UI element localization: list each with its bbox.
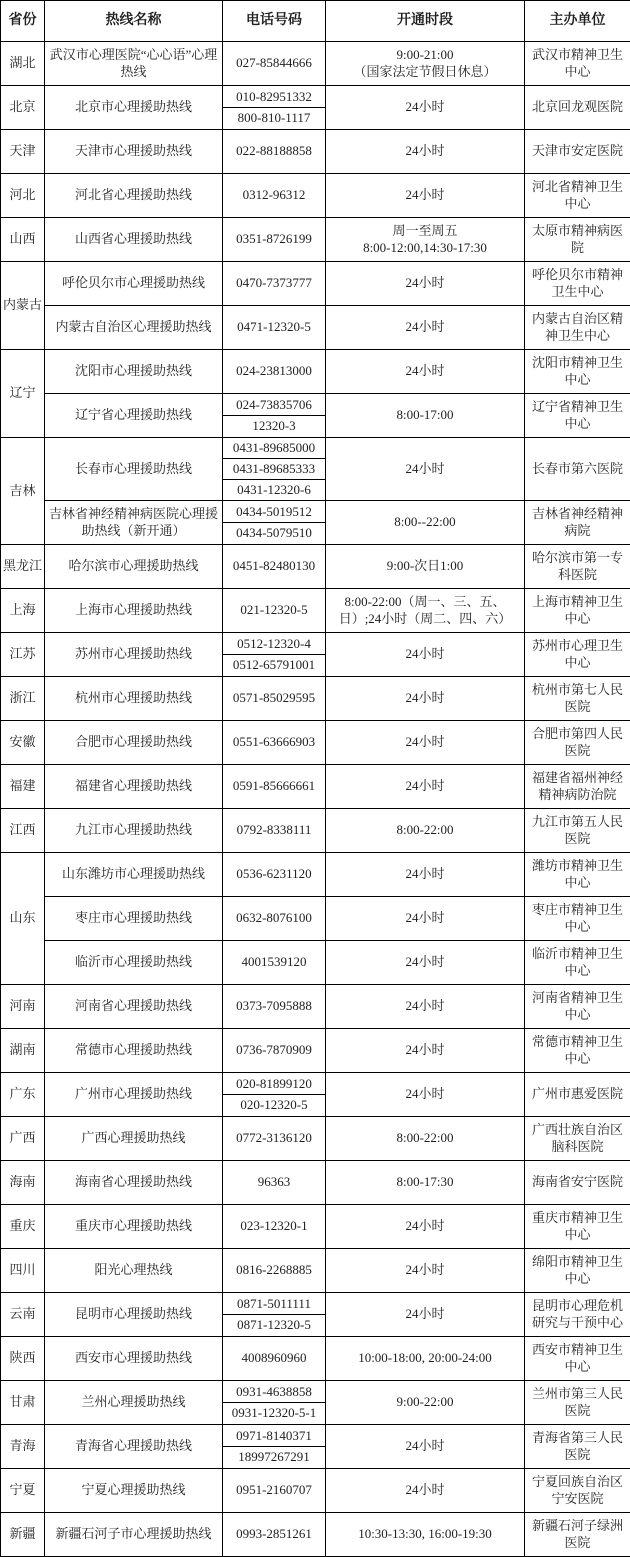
phone-stack <box>223 438 325 500</box>
phone-cell <box>223 1293 326 1337</box>
table-row <box>1 897 630 941</box>
header-cell: 主办单位 <box>525 1 630 42</box>
organizer-cell: 河北省精神卫生中心 <box>525 174 630 218</box>
province-cell: 河南 <box>1 985 45 1029</box>
province-cell: 福建 <box>1 765 45 809</box>
province-cell: 云南 <box>1 1293 45 1337</box>
phone-number: 0431-89685333 <box>223 458 325 479</box>
province-cell: 青海 <box>1 1425 45 1469</box>
organizer-cell: 太原市精神病医院 <box>525 218 630 262</box>
phone-cell: 0736-7870909 <box>223 1029 326 1073</box>
table-row <box>1 350 630 394</box>
organizer-cell: 广西壮族自治区脑科医院 <box>525 1117 630 1161</box>
table-row <box>1 633 630 677</box>
hotline-name-cell: 吉林省神经精神病医院心理援助热线（新开通） <box>45 501 223 545</box>
open-time-cell: 10:30-13:30, 16:00-19:30 <box>326 1513 525 1557</box>
organizer-cell: 青海省第三人民医院 <box>525 1425 630 1469</box>
table-row <box>1 721 630 765</box>
phone-stack <box>223 502 325 543</box>
phone-cell: 0536-6231120 <box>223 853 326 897</box>
phone-cell: 0471-12320-5 <box>223 306 326 350</box>
organizer-cell: 呼伦贝尔市精神卫生中心 <box>525 262 630 306</box>
province-cell: 河北 <box>1 174 45 218</box>
table-row <box>1 765 630 809</box>
province-cell: 湖南 <box>1 1029 45 1073</box>
organizer-cell: 天津市安定医院 <box>525 130 630 174</box>
table-row <box>1 853 630 897</box>
open-time-cell: 24小时 <box>326 985 525 1029</box>
table-row <box>1 1469 630 1513</box>
open-time-cell: 24小时 <box>326 438 525 501</box>
hotline-name-cell: 河北省心理援助热线 <box>45 174 223 218</box>
hotline-name-cell: 苏州市心理援助热线 <box>45 633 223 677</box>
table-row <box>1 42 630 86</box>
province-cell: 山西 <box>1 218 45 262</box>
province-cell: 广东 <box>1 1073 45 1117</box>
phone-cell: 027-85844666 <box>223 42 326 86</box>
phone-number: 0434-5079510 <box>223 522 325 543</box>
open-time-cell: 24小时 <box>326 897 525 941</box>
province-cell: 四川 <box>1 1249 45 1293</box>
open-time-cell: 24小时 <box>326 130 525 174</box>
table-row <box>1 1513 630 1557</box>
organizer-cell: 海南省安宁医院 <box>525 1161 630 1205</box>
hotline-name-cell: 内蒙古自治区心理援助热线 <box>45 306 223 350</box>
hotline-name-cell: 山东潍坊市心理援助热线 <box>45 853 223 897</box>
phone-stack <box>223 87 325 128</box>
hotline-name-cell: 常德市心理援助热线 <box>45 1029 223 1073</box>
phone-cell: 96363 <box>223 1161 326 1205</box>
open-time-cell: 24小时 <box>326 633 525 677</box>
phone-number: 024-73835706 <box>223 395 325 415</box>
hotline-name-cell: 枣庄市心理援助热线 <box>45 897 223 941</box>
hotline-name-cell: 北京市心理援助热线 <box>45 86 223 130</box>
organizer-cell: 宁夏回族自治区宁安医院 <box>525 1469 630 1513</box>
phone-stack <box>223 1294 325 1335</box>
table-row <box>1 1337 630 1381</box>
table-row <box>1 438 630 501</box>
hotline-name-cell: 哈尔滨市心理援助热线 <box>45 545 223 589</box>
organizer-cell: 长春市第六医院 <box>525 438 630 501</box>
table-row <box>1 1161 630 1205</box>
table-row <box>1 501 630 545</box>
hotline-name-cell: 长春市心理援助热线 <box>45 438 223 501</box>
organizer-cell: 绵阳市精神卫生中心 <box>525 1249 630 1293</box>
province-cell: 海南 <box>1 1161 45 1205</box>
province-cell: 江西 <box>1 809 45 853</box>
hotline-name-cell: 九江市心理援助热线 <box>45 809 223 853</box>
open-time-cell: 24小时 <box>326 350 525 394</box>
phone-stack <box>223 1074 325 1115</box>
hotline-name-cell: 辽宁省心理援助热线 <box>45 394 223 438</box>
open-time-cell: 10:00-18:00, 20:00-24:00 <box>326 1337 525 1381</box>
organizer-cell: 杭州市第七人民医院 <box>525 677 630 721</box>
open-time-cell: 24小时 <box>326 306 525 350</box>
province-cell: 广西 <box>1 1117 45 1161</box>
table-row <box>1 1205 630 1249</box>
organizer-cell: 上海市精神卫生中心 <box>525 589 630 633</box>
table-row <box>1 1029 630 1073</box>
province-cell: 天津 <box>1 130 45 174</box>
phone-cell: 0792-8338111 <box>223 809 326 853</box>
province-cell: 上海 <box>1 589 45 633</box>
open-time-cell: 8:00-22:00 <box>326 1117 525 1161</box>
phone-cell: 022-88188858 <box>223 130 326 174</box>
open-time-cell: 24小时 <box>326 1249 525 1293</box>
hotline-name-cell: 山西省心理援助热线 <box>45 218 223 262</box>
organizer-cell: 重庆市精神卫生中心 <box>525 1205 630 1249</box>
phone-stack <box>223 634 325 675</box>
table-row <box>1 1381 630 1425</box>
province-cell: 辽宁 <box>1 350 45 438</box>
header-cell: 电话号码 <box>223 1 326 42</box>
open-time-cell: 8:00-17:00 <box>326 394 525 438</box>
phone-stack <box>223 1426 325 1467</box>
phone-cell: 0373-7095888 <box>223 985 326 1029</box>
table-row <box>1 1117 630 1161</box>
hotline-name-cell: 阳光心理热线 <box>45 1249 223 1293</box>
organizer-cell: 合肥市第四人民医院 <box>525 721 630 765</box>
phone-cell: 0571-85029595 <box>223 677 326 721</box>
table-row <box>1 1249 630 1293</box>
open-time-cell: 24小时 <box>326 1293 525 1337</box>
table-row <box>1 677 630 721</box>
phone-number: 0931-4638858 <box>223 1382 325 1402</box>
open-time-cell: 9:00-22:00 <box>326 1381 525 1425</box>
table-row <box>1 86 630 130</box>
open-time-cell: 24小时 <box>326 677 525 721</box>
open-time-cell: 24小时 <box>326 1469 525 1513</box>
open-time-cell: 24小时 <box>326 1029 525 1073</box>
table-row <box>1 1425 630 1469</box>
table-row <box>1 941 630 985</box>
province-cell: 新疆 <box>1 1513 45 1557</box>
phone-cell: 4001539120 <box>223 941 326 985</box>
organizer-cell: 临沂市精神卫生中心 <box>525 941 630 985</box>
table-body <box>1 42 630 1557</box>
phone-cell: 023-12320-1 <box>223 1205 326 1249</box>
organizer-cell: 常德市精神卫生中心 <box>525 1029 630 1073</box>
open-time-cell: 8:00-17:30 <box>326 1161 525 1205</box>
hotline-name-cell: 新疆石河子市心理援助热线 <box>45 1513 223 1557</box>
province-cell: 湖北 <box>1 42 45 86</box>
phone-number: 0431-12320-6 <box>223 479 325 500</box>
organizer-cell: 枣庄市精神卫生中心 <box>525 897 630 941</box>
hotline-name-cell: 呼伦贝尔市心理援助热线 <box>45 262 223 306</box>
organizer-cell: 苏州市心理卫生中心 <box>525 633 630 677</box>
hotline-name-cell: 重庆市心理援助热线 <box>45 1205 223 1249</box>
table-row <box>1 545 630 589</box>
organizer-cell: 辽宁省精神卫生中心 <box>525 394 630 438</box>
phone-cell <box>223 86 326 130</box>
province-cell: 内蒙古 <box>1 262 45 350</box>
phone-cell <box>223 501 326 545</box>
phone-cell: 0591-85666661 <box>223 765 326 809</box>
phone-number: 020-81899120 <box>223 1074 325 1094</box>
province-cell: 吉林 <box>1 438 45 545</box>
table-row <box>1 306 630 350</box>
phone-number: 0931-12320-5-1 <box>223 1402 325 1423</box>
table-row <box>1 130 630 174</box>
table-row <box>1 985 630 1029</box>
table-row <box>1 262 630 306</box>
open-time-cell: 24小时 <box>326 1205 525 1249</box>
organizer-cell: 吉林省神经精神病院 <box>525 501 630 545</box>
hotline-name-cell: 广西心理援助热线 <box>45 1117 223 1161</box>
table-row <box>1 1073 630 1117</box>
phone-cell <box>223 1381 326 1425</box>
phone-cell: 0993-2851261 <box>223 1513 326 1557</box>
open-time-cell: 24小时 <box>326 853 525 897</box>
organizer-cell: 西安市精神卫生中心 <box>525 1337 630 1381</box>
hotline-name-cell: 兰州心理援助热线 <box>45 1381 223 1425</box>
phone-cell: 024-23813000 <box>223 350 326 394</box>
organizer-cell: 潍坊市精神卫生中心 <box>525 853 630 897</box>
phone-cell: 0312-96312 <box>223 174 326 218</box>
table-row <box>1 809 630 853</box>
header-cell: 省份 <box>1 1 45 42</box>
header-cell: 开通时段 <box>326 1 525 42</box>
province-cell: 甘肃 <box>1 1381 45 1425</box>
header-row <box>1 1 630 42</box>
phone-stack <box>223 395 325 436</box>
phone-stack <box>223 1382 325 1423</box>
organizer-cell: 河南省精神卫生中心 <box>525 985 630 1029</box>
phone-cell <box>223 1073 326 1117</box>
province-cell: 宁夏 <box>1 1469 45 1513</box>
hotline-name-cell: 西安市心理援助热线 <box>45 1337 223 1381</box>
table-row <box>1 1293 630 1337</box>
province-cell: 陕西 <box>1 1337 45 1381</box>
province-cell: 山东 <box>1 853 45 985</box>
hotline-name-cell: 福建省心理援助热线 <box>45 765 223 809</box>
phone-number: 0512-12320-4 <box>223 634 325 654</box>
hotline-name-cell: 合肥市心理援助热线 <box>45 721 223 765</box>
open-time-cell: 24小时 <box>326 86 525 130</box>
hotline-name-cell: 青海省心理援助热线 <box>45 1425 223 1469</box>
organizer-cell: 九江市第五人民医院 <box>525 809 630 853</box>
phone-cell <box>223 1425 326 1469</box>
open-time-cell: 24小时 <box>326 1425 525 1469</box>
hotline-name-cell: 上海市心理援助热线 <box>45 589 223 633</box>
open-time-cell: 8:00--22:00 <box>326 501 525 545</box>
organizer-cell: 内蒙古自治区精神卫生中心 <box>525 306 630 350</box>
phone-number: 18997267291 <box>223 1446 325 1467</box>
phone-number: 0871-5011111 <box>223 1294 325 1314</box>
open-time-cell: 9:00-次日1:00 <box>326 545 525 589</box>
phone-number: 0871-12320-5 <box>223 1314 325 1335</box>
organizer-cell: 昆明市心理危机研究与干预中心 <box>525 1293 630 1337</box>
province-cell: 江苏 <box>1 633 45 677</box>
open-time-cell: 9:00-21:00 （国家法定节假日休息） <box>326 42 525 86</box>
phone-number: 020-12320-5 <box>223 1094 325 1115</box>
phone-cell: 0351-8726199 <box>223 218 326 262</box>
organizer-cell: 武汉市精神卫生中心 <box>525 42 630 86</box>
phone-cell <box>223 633 326 677</box>
organizer-cell: 北京回龙观医院 <box>525 86 630 130</box>
phone-cell <box>223 394 326 438</box>
hotline-name-cell: 河南省心理援助热线 <box>45 985 223 1029</box>
table-row <box>1 174 630 218</box>
phone-cell: 4008960960 <box>223 1337 326 1381</box>
phone-cell: 0470-7373777 <box>223 262 326 306</box>
open-time-cell: 24小时 <box>326 765 525 809</box>
open-time-cell: 24小时 <box>326 262 525 306</box>
hotline-name-cell: 宁夏心理援助热线 <box>45 1469 223 1513</box>
phone-number: 0431-89685000 <box>223 438 325 458</box>
phone-cell: 0951-2160707 <box>223 1469 326 1513</box>
open-time-cell: 24小时 <box>326 941 525 985</box>
province-cell: 浙江 <box>1 677 45 721</box>
phone-number: 0971-8140371 <box>223 1426 325 1446</box>
phone-number: 010-82951332 <box>223 87 325 107</box>
province-cell: 北京 <box>1 86 45 130</box>
organizer-cell: 哈尔滨市第一专科医院 <box>525 545 630 589</box>
province-cell: 安徽 <box>1 721 45 765</box>
phone-number: 800-810-1117 <box>223 107 325 128</box>
header-cell: 热线名称 <box>45 1 223 42</box>
open-time-cell: 24小时 <box>326 721 525 765</box>
open-time-cell: 8:00-22:00（周一、三、五、日）;24小时（周二、四、六） <box>326 589 525 633</box>
phone-cell <box>223 438 326 501</box>
phone-cell: 021-12320-5 <box>223 589 326 633</box>
organizer-cell: 新疆石河子绿洲医院 <box>525 1513 630 1557</box>
hotline-name-cell: 广州市心理援助热线 <box>45 1073 223 1117</box>
open-time-cell: 24小时 <box>326 174 525 218</box>
open-time-cell: 8:00-22:00 <box>326 809 525 853</box>
table-row <box>1 589 630 633</box>
hotline-name-cell: 天津市心理援助热线 <box>45 130 223 174</box>
province-cell: 黑龙江 <box>1 545 45 589</box>
organizer-cell: 福建省福州神经精神病防治院 <box>525 765 630 809</box>
phone-cell: 0816-2268885 <box>223 1249 326 1293</box>
organizer-cell: 兰州市第三人民医院 <box>525 1381 630 1425</box>
open-time-cell: 24小时 <box>326 1073 525 1117</box>
phone-cell: 0772-3136120 <box>223 1117 326 1161</box>
open-time-cell: 周一至周五 8:00-12:00,14:30-17:30 <box>326 218 525 262</box>
phone-number: 0434-5019512 <box>223 502 325 522</box>
organizer-cell: 广州市惠爱医院 <box>525 1073 630 1117</box>
hotline-name-cell: 杭州市心理援助热线 <box>45 677 223 721</box>
hotline-name-cell: 昆明市心理援助热线 <box>45 1293 223 1337</box>
table-row <box>1 394 630 438</box>
hotline-name-cell: 临沂市心理援助热线 <box>45 941 223 985</box>
phone-number: 12320-3 <box>223 415 325 436</box>
phone-cell: 0632-8076100 <box>223 897 326 941</box>
hotline-name-cell: 武汉市心理医院“心心语”心理热线 <box>45 42 223 86</box>
hotline-name-cell: 海南省心理援助热线 <box>45 1161 223 1205</box>
organizer-cell: 沈阳市精神卫生中心 <box>525 350 630 394</box>
phone-cell: 0551-63666903 <box>223 721 326 765</box>
phone-number: 0512-65791001 <box>223 654 325 675</box>
hotline-name-cell: 沈阳市心理援助热线 <box>45 350 223 394</box>
phone-cell: 0451-82480130 <box>223 545 326 589</box>
table-row <box>1 218 630 262</box>
province-cell: 重庆 <box>1 1205 45 1249</box>
